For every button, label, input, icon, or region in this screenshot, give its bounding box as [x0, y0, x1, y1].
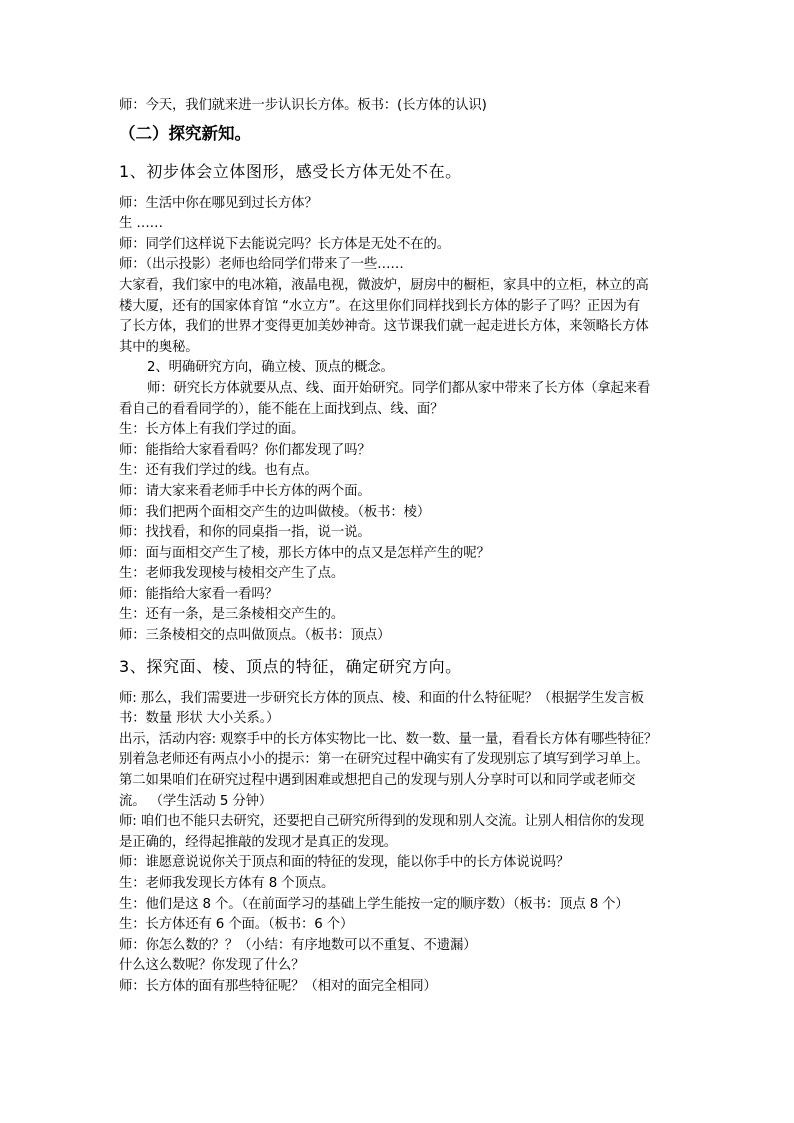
text-line: 什么这么数呢？你发现了什么？: [119, 958, 305, 974]
subsection-heading-1: 1、初步体会立体图形，感受长方体无处不在。: [119, 161, 462, 181]
text-line: 师：三条棱相交的点叫做顶点。（板书：顶点）: [119, 628, 391, 644]
text-line: 师：长方体的面有那些特征呢？（相对的面完全相同）: [119, 978, 437, 994]
text-line: 生：长方体上有我们学过的面。: [119, 422, 305, 438]
text-line: 师：请大家来看老师手中长方体的两个面。: [119, 483, 371, 499]
document-page: [119, 0, 684, 998]
text-line: 师：面与面相交产生了棱，那长方体中的点又是怎样产生的呢？: [119, 545, 490, 561]
text-line: 生：还有一条，是三条棱相交产生的。: [119, 607, 345, 623]
paragraph-line: 师: 咱们也不能只去研究，还要把自己研究所得到的发现和别人交流。让别人相信你的发现: [119, 814, 644, 830]
paragraph-line: 楼大厦，还有的国家体育馆 “水立方”。在这里你们同样找到长方体的影子了吗？正因为有: [119, 298, 640, 314]
paragraph-line: 书：数量 形状 大小关系。）: [119, 711, 280, 727]
text-line: 生：还有我们学过的线。也有点。: [119, 463, 318, 479]
text-line: 生：他们是这 8 个。（在前面学习的基础上学生能按一定的顺序数）（板书：顶点 8 个）: [119, 896, 629, 912]
text-line: 师：我们把两个面相交产生的边叫做棱。（板书：棱）: [119, 504, 431, 520]
subsection-heading-3: 3、探究面、棱、顶点的特征，确定研究方向。: [119, 656, 462, 676]
paragraph-line: 别着急老师还有两点小小的提示：第一在研究过程中确实有了发现别忘了填写到学习单上。: [119, 752, 649, 768]
subsection-heading-2: 2、明确研究方向，确立棱、顶点的概念。: [147, 360, 394, 376]
paragraph-line: 师: 那么，我们需要进一步研究长方体的顶点、棱、和面的什么特征呢？（根据学生发言板: [119, 690, 644, 706]
paragraph-line: 其中的奥秘。: [119, 339, 199, 355]
paragraph-line: 了长方体，我们的世界才变得更加美妙神奇。这节课我们就一起走进长方体，来领略长方体: [119, 319, 649, 335]
text-line: 生：老师我发现长方体有 8 个顶点。: [119, 876, 335, 891]
text-line: 师：今天，我们就来进一步认识长方体。板书：(长方体的认识): [119, 98, 487, 113]
section-heading: （二）探究新知。: [119, 123, 251, 143]
paragraph-line: 是正确的，经得起推敲的发现才是真正的发现。: [119, 834, 398, 850]
text-line: 师：（出示投影）老师也给同学们带来了一些……: [119, 257, 404, 273]
text-line: 师：能指给大家看看吗？你们都发现了吗？: [119, 442, 371, 458]
text-line: 生 ……: [119, 216, 163, 232]
text-line: 生：长方体还有 6 个面。（板书：6 个）: [119, 917, 354, 933]
text-line: 师：你怎么数的？？（小结：有序地数可以不重复、不遗漏）: [119, 937, 477, 953]
text-line: 师：生活中你在哪见到过长方体？: [119, 195, 318, 211]
paragraph-line: 师：研究长方体就要从点、线、面开始研究。同学们都从家中带来了长方体（拿起来看: [147, 380, 651, 396]
text-line: 师：谁愿意说说你关于顶点和面的特征的发现，能以你手中的长方体说说吗？: [119, 855, 570, 871]
paragraph-line: 大家看，我们家中的电冰箱，液晶电视，微波炉，厨房中的橱柜，家具中的立柜，林立的高: [119, 277, 649, 293]
paragraph-line: 第二如果咱们在研究过程中遇到困难或想把自己的发现与别人分享时可以和同学或老师交: [119, 773, 636, 789]
paragraph-line: 流。 （学生活动 5 分钟）: [119, 793, 273, 809]
text-line: 师：能指给大家看一看吗？: [119, 586, 278, 602]
paragraph-line: 看自己的看看同学的），能不能在上面找到点、线、面？: [119, 401, 444, 417]
text-line: 师：同学们这样说下去能说完吗？长方体是无处不在的。: [119, 236, 451, 252]
paragraph-line: 出示，活动内容: 观察手中的长方体实物比一比、数一数、量一量，看看长方体有哪些特征？: [119, 731, 658, 747]
text-line: 生：老师我发现棱与棱相交产生了点。: [119, 566, 345, 582]
text-line: 师：找找看，和你的同桌指一指，说一说。: [119, 525, 371, 541]
